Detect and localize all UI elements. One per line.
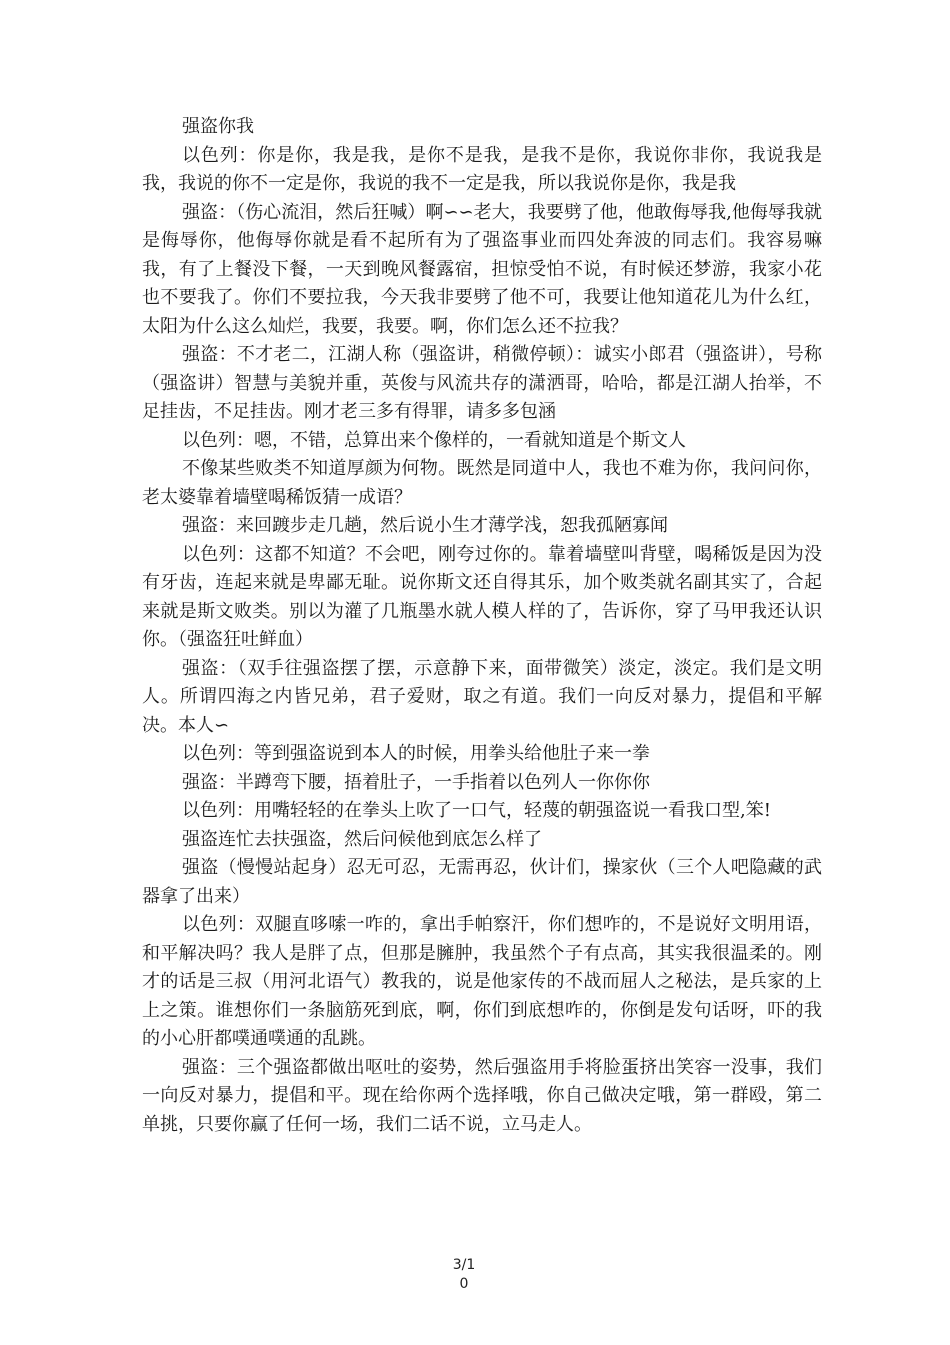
paragraph: 强盗：不才老二，江湖人称（强盗讲，稍微停顿）：诚实小郎君（强盗讲），号称（强盗讲）智慧与美貌并重，英俊与风流共存的潇洒哥，哈哈，都是江湖人抬举，不足挂齿，不足挂齿。刚才老三多有得罪，请多多包涵 [142,344,822,422]
document-body [142,113,822,1139]
paragraph: 以色列：用嘴轻轻的在拳头上吹了一口气，轻蔑的朝强盗说一看我口型,笨! [182,800,771,821]
paragraph: 强盗：三个强盗都做出呕吐的姿势，然后强盗用手将脸蛋挤出笑容一没事，我们一向反对暴力，提倡和平。现在给你两个选择哦，你自己做决定哦，第一群殴，第二单挑，只要你赢了任何一场，我们二话不说，立马走人。 [142,1056,822,1135]
page-number [440,1256,488,1294]
paragraph: 强盗：（伤心流泪，然后狂喊）啊∽∽老大，我要劈了他，他敢侮辱我,他侮辱我就是侮辱你，他侮辱你就是看不起所有为了强盗事业而四处奔波的同志们。我容易嘛我，有了上餐没下餐，一天到晚风餐露宿，担惊受怕不说，有时候还梦游，我家小花也不要我了。你们不要拉我，今天我非要劈了他不可，我要让他知道花儿为什么红，太阳为什么这么灿烂，我要，我要。啊，你们怎么还不拉我？ [142,201,822,337]
paragraph: 以色列：等到强盗说到本人的时候，用拳头给他肚子来一拳 [182,743,650,764]
paragraph: 以色列：这都不知道？不会吧，刚夸过你的。靠着墙壁叫背壁，喝稀饭是因为没有牙齿，连起来就是卑鄙无耻。说你斯文还自得其乐，加个败类就名副其实了，合起来就是斯文败类。别以为灌了几瓶墨水就人模人样的了，告诉你，穿了马甲我还认识你。（强盗狂吐鲜血） [142,543,822,650]
paragraph: 以色列：双腿直哆嗦一咋的，拿出手帕察汗，你们想咋的，不是说好文明用语，和平解决吗？我人是胖了点，但那是臃肿，我虽然个子有点高，其实我很温柔的。刚才的话是三叔（用河北语气）教我的，说是他家传的不战而屈人之秘法，是兵家的上上之策。谁想你们一条脑筋死到底，啊，你们到底想咋的，你倒是发句话呀，吓的我的小心肝都噗通噗通的乱跳。 [142,914,822,1049]
paragraph: 强盗（慢慢站起身）忍无可忍，无需再忍，伙计们，操家伙（三个人吧隐藏的武器拿了出来） [142,857,822,907]
paragraph: 不像某些败类不知道厚颜为何物。既然是同道中人，我也不难为你，我问问你，老太婆靠着墙壁喝稀饭猜一成语？ [142,458,822,508]
paragraph: 以色列：嗯，不错，总算出来个像样的，一看就知道是个斯文人 [182,429,686,451]
page-number-line1: 3/1 [452,1257,476,1273]
paragraph: 强盗：来回踱步走几趟，然后说小生才薄学浅，恕我孤陋寡闻 [182,515,668,536]
paragraph: 强盗连忙去扶强盗，然后问候他到底怎么样了 [182,828,542,850]
document-title: 强盗你我 [182,116,254,137]
page-number-line2: 0 [459,1276,469,1292]
paragraph: 以色列：你是你，我是我，是你不是我，是我不是你，我说你非你，我说我是我，我说的你不一定是你，我说的我不一定是我，所以我说你是你，我是我 [142,144,822,194]
paragraph: 强盗：（双手往强盗摆了摆，示意静下来，面带微笑）淡定，淡定。我们是文明人。所谓四海之内皆兄弟，君子爱财，取之有道。我们一向反对暴力，提倡和平解决。本人∽ [142,657,822,736]
paragraph: 强盗：半蹲弯下腰，捂着肚子，一手指着以色列人一你你你 [182,771,650,793]
